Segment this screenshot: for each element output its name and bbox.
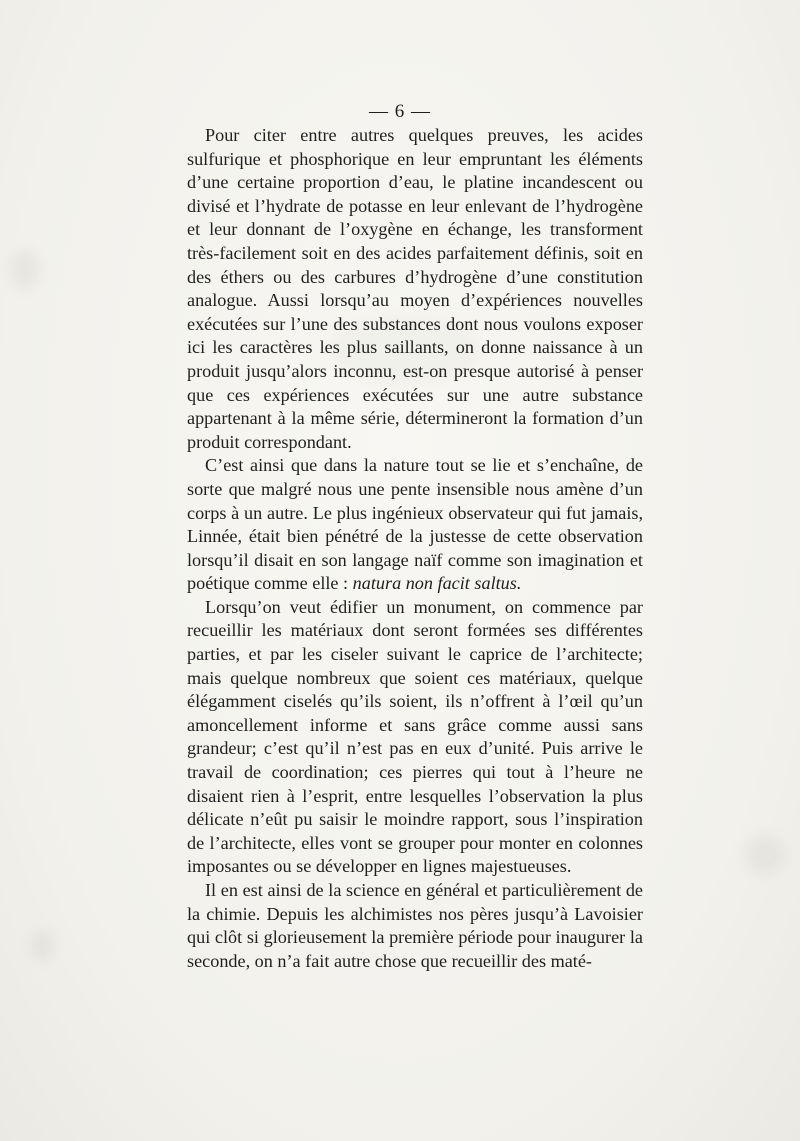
paragraph-2-text: C’est ainsi que dans la nature tout se lie et s’enchaîne, de sorte que malgré nous une pente insensible nous amène d’un corps à un autre. Le plus ingénieux observateur qui fut jamais, Linnée, était bien pénétré de la justesse de cette observation lorsqu’il disait en son langage naïf comme son imagination et poétique comme elle : (187, 455, 643, 594)
paragraph-3: Lorsqu’on veut édifier un monument, on commence par recueillir les matériaux dont seront formées ses différentes parties, et par les ciseler suivant le caprice de l’architecte; mais quelque nombreux que soient ces matériaux, quelque élégamment ciselés qu’ils soient, ils n’offrent à l’œil qu’un amoncellement informe et sans grâce comme aussi sans grandeur; c’est qu’il n’est pas en eux d’unité. Puis arrive le travail de coordination; ces pierres qui tout à l’heure ne disaient rien à l’esprit, entre lesquelles l’observation la plus délicate n’eût pu saisir le moindre rapport, sous l’inspiration de l’architecte, elles vont se grouper pour monter en colonnes imposantes ou se développer en lignes majestueuses. (187, 596, 643, 877)
paragraph-1: Pour citer entre autres quelques preuves, les acides sulfurique et phosphorique en leur empruntant les éléments d’une certaine proportion d’eau, le platine incandescent ou divisé et l’hydrate de potasse en leur enlevant de l’hydrogène et leur donnant de l’oxygène en échange, les transforment très-facilement soit en des acides parfaitement définis, soit en des éthers ou des carbures d’hydrogène d’une constitution analogue. Aussi lorsqu’au moyen d’expériences nouvelles exécutées sur l’une des substances dont nous voulons exposer ici les caractères les plus saillants, on donne naissance à un produit jusqu’alors inconnu, est-on presque autorisé à penser que ces expériences exécutées sur une autre substance appartenant à la même série, détermineront la formation d’un produit correspondant. (187, 125, 643, 452)
page-number: — 6 — (369, 101, 431, 122)
paper-stain (10, 250, 40, 290)
latin-quote: natura non facit saltus. (352, 573, 522, 594)
body-text (187, 124, 643, 973)
paragraph-2 (187, 454, 643, 596)
paper-stain (745, 835, 785, 875)
paragraph-4: Il en est ainsi de la science en général et particulièrement de la chimie. Depuis les alchimistes nos pères jusqu’à Lavoisier qui clôt si glorieusement la première période pour inaugurer la seconde, on n’a fait autre chose que recueillir des maté- (187, 880, 643, 971)
paper-stain (30, 930, 55, 960)
